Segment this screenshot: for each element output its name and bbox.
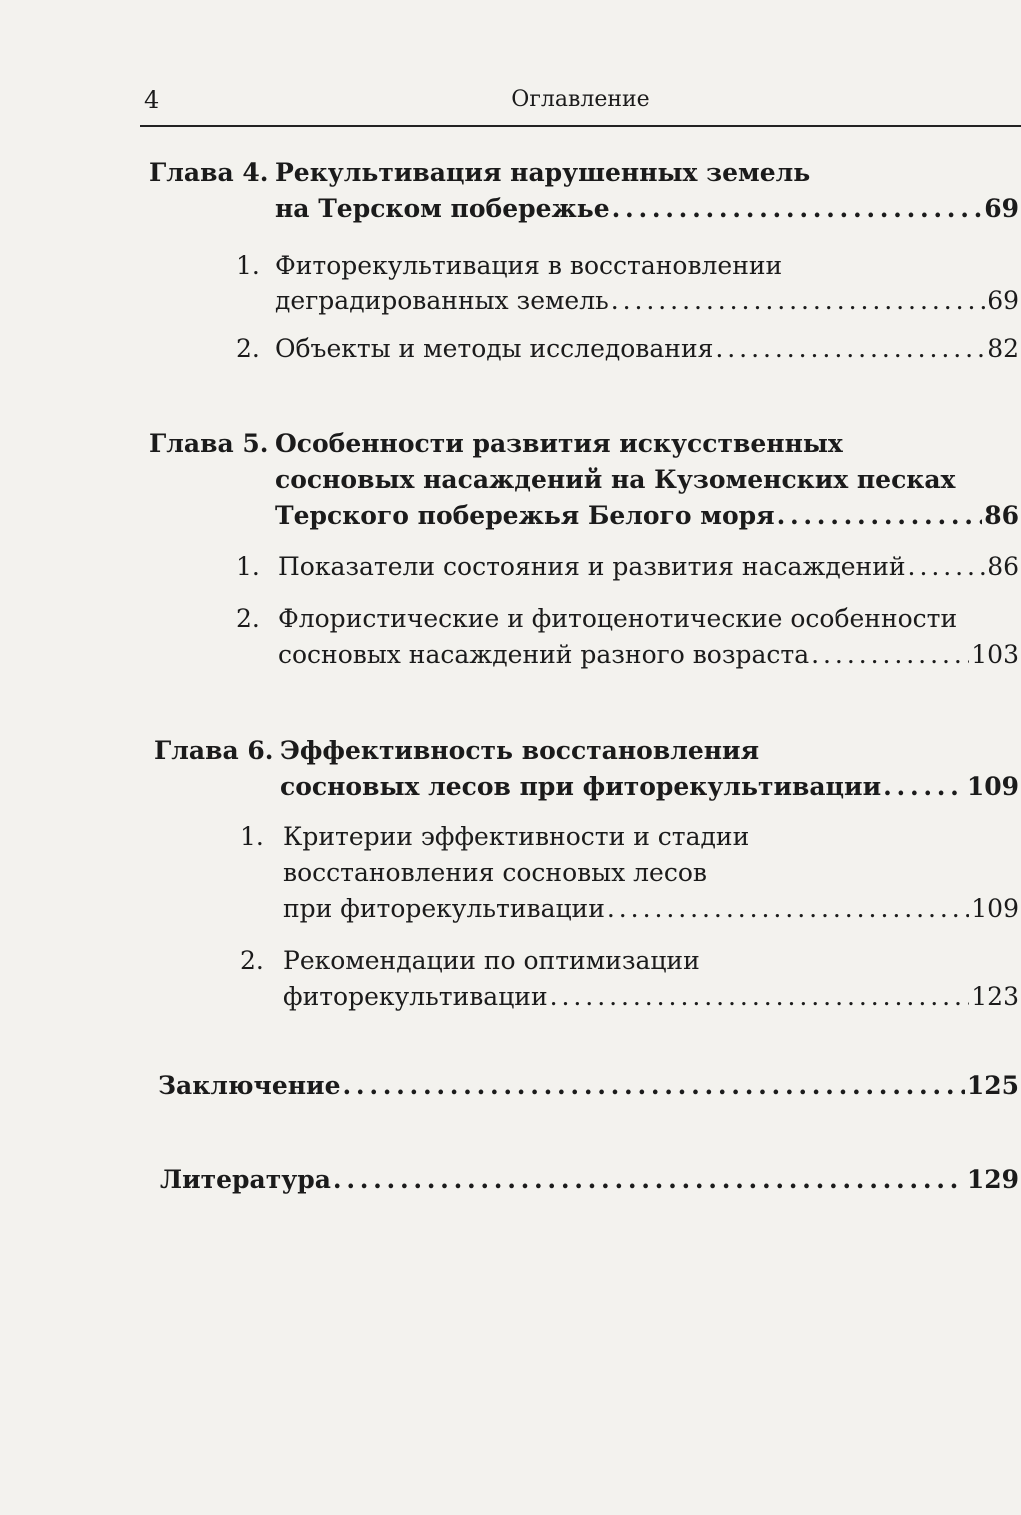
dot-leader <box>607 893 969 925</box>
section-6-2-page: 123 <box>971 982 1019 1011</box>
section-5-1-page: 86 <box>987 552 1019 581</box>
section-5-1-entry[interactable] <box>278 551 1019 583</box>
section-4-2-text: Объекты и методы исследования <box>275 334 714 363</box>
chapter-4-entry[interactable] <box>275 193 1019 225</box>
dot-leader <box>811 639 969 671</box>
section-6-2-line-1[interactable] <box>283 945 700 977</box>
dot-leader <box>611 285 985 317</box>
section-6-2-text-2: фиторекультивации <box>283 982 548 1011</box>
section-5-2-number: 2. <box>236 604 260 633</box>
section-4-2-number: 2. <box>236 334 260 363</box>
chapter-6-entry[interactable] <box>280 771 1019 803</box>
conclusion-entry[interactable] <box>158 1070 1019 1102</box>
running-header <box>140 84 1021 126</box>
chapter-5-entry[interactable] <box>275 500 1019 532</box>
chapter-5-page: 86 <box>984 501 1019 530</box>
section-6-2-number: 2. <box>240 946 264 975</box>
section-6-2-entry[interactable] <box>283 981 1019 1013</box>
dot-leader <box>333 1164 965 1196</box>
chapter-6-title-text-1: Эффективность восстановления <box>280 736 760 765</box>
conclusion-title: Заключение <box>158 1071 341 1100</box>
section-6-2-text-1: Рекомендации по оптимизации <box>283 946 700 975</box>
section-4-1-line-1[interactable] <box>275 250 782 282</box>
conclusion-page: 125 <box>966 1071 1019 1100</box>
section-6-1-entry[interactable] <box>283 893 1019 925</box>
dot-leader <box>908 551 986 583</box>
section-4-2-page: 82 <box>987 334 1019 363</box>
chapter-5-title-text-3: Терского побережья Белого моря <box>275 501 775 530</box>
section-6-1-page: 109 <box>971 894 1019 923</box>
dot-leader <box>883 771 965 803</box>
dot-leader <box>715 333 985 365</box>
section-5-2-entry[interactable] <box>278 639 1019 671</box>
references-page: 129 <box>966 1165 1019 1194</box>
chapter-4-title-text-1: Рекультивация нарушенных земель <box>275 158 811 187</box>
chapter-6-title-line-1[interactable] <box>280 735 759 767</box>
chapter-4-title-line-1[interactable] <box>275 157 810 189</box>
section-4-2-entry[interactable] <box>275 333 1019 365</box>
chapter-5-title-text-1: Особенности развития искусственных <box>275 429 843 458</box>
header-rule <box>140 125 1021 127</box>
dot-leader <box>343 1070 965 1102</box>
section-6-1-text-1: Критерии эффективности и стадии <box>283 822 750 851</box>
chapter-6-title-text-2: сосновых лесов при фиторекультивации <box>280 772 882 801</box>
section-6-1-text-2: восстановления сосновых лесов <box>283 858 707 887</box>
section-6-1-number: 1. <box>240 822 264 851</box>
section-5-1-text: Показатели состояния и развития насаждений <box>278 552 906 581</box>
chapter-5-title-line-1[interactable] <box>275 428 843 460</box>
section-5-2-line-1[interactable] <box>278 603 957 635</box>
running-title: Оглавление <box>511 87 650 112</box>
section-4-1-number: 1. <box>236 251 260 280</box>
section-6-1-line-1[interactable] <box>283 821 749 853</box>
dot-leader <box>612 193 983 225</box>
section-5-2-page: 103 <box>971 640 1019 669</box>
chapter-4-page: 69 <box>984 194 1019 223</box>
section-6-1-text-3: при фиторекультивации <box>283 894 605 923</box>
chapter-5-title-text-2: сосновых насаждений на Кузоменских песках <box>275 465 956 494</box>
section-5-1-number: 1. <box>236 552 260 581</box>
chapter-6-page: 109 <box>966 772 1019 801</box>
dot-leader <box>777 500 983 532</box>
references-entry[interactable] <box>160 1164 1019 1196</box>
chapter-4-title-text-2: на Терском побережье <box>275 194 610 223</box>
page-number: 4 <box>144 86 160 114</box>
section-6-1-line-2[interactable] <box>283 857 707 889</box>
references-title: Литература <box>160 1165 331 1194</box>
section-4-1-text-2: деградированных земель <box>275 286 609 315</box>
dot-leader <box>550 981 970 1013</box>
chapter-5-title-line-2[interactable] <box>275 464 955 496</box>
section-5-2-text-1: Флористические и фитоценотические особенности <box>278 604 958 633</box>
chapter-6-label: Глава 6. <box>154 736 274 765</box>
chapter-4-label: Глава 4. <box>149 158 269 187</box>
section-4-1-text-1: Фиторекультивация в восстановлении <box>275 251 783 280</box>
section-4-1-page: 69 <box>987 286 1019 315</box>
section-4-1-entry[interactable] <box>275 285 1019 317</box>
chapter-5-label: Глава 5. <box>149 429 269 458</box>
section-5-2-text-2: сосновых насаждений разного возраста <box>278 640 810 669</box>
